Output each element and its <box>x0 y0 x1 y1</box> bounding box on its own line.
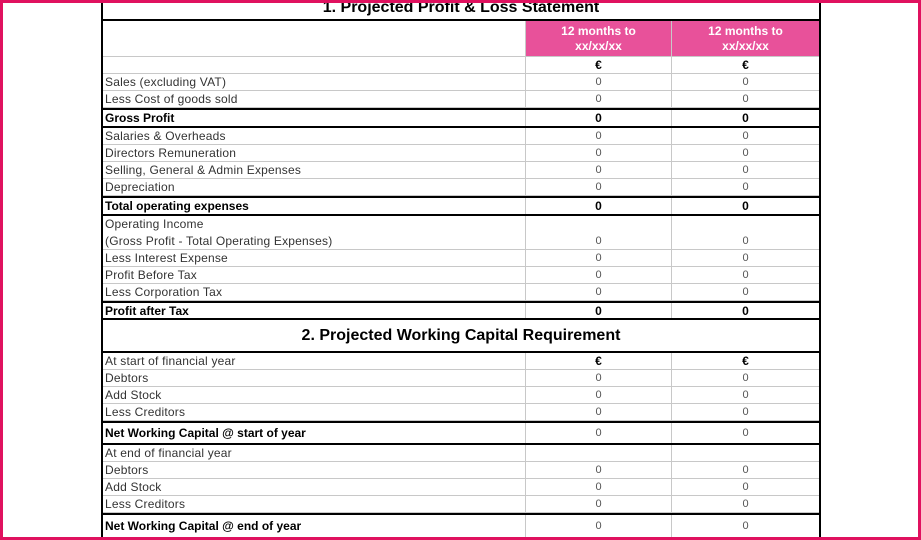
row-value-col1: 0 <box>526 145 672 161</box>
operating-income-line1: Operating Income <box>105 216 204 231</box>
currency-blank-cell <box>103 57 526 73</box>
row-value-col2: 0 <box>742 269 749 281</box>
row-value-col2: 0 <box>742 389 749 401</box>
row-label: Sales (excluding VAT) <box>103 74 526 90</box>
row-value-col2: 0 <box>742 164 749 176</box>
row-value-col2: 0 <box>742 76 749 88</box>
row-stock-start <box>103 387 819 404</box>
row-value-col2: 0 <box>742 520 749 532</box>
row-label: Salaries & Overheads <box>103 128 526 144</box>
row-value-col1: 0 <box>526 284 672 300</box>
currency-col2: € <box>742 354 749 368</box>
row-label: Profit after Tax <box>103 303 526 318</box>
period-header-col1-line1: 12 months to <box>561 23 636 38</box>
row-pbt <box>103 267 819 284</box>
row-creditors-end <box>103 496 819 513</box>
row-label: Directors Remuneration <box>103 145 526 161</box>
row-operating-income <box>103 216 819 250</box>
row-label: Net Working Capital @ start of year <box>103 423 526 443</box>
pl-title-row <box>103 0 819 21</box>
row-corp-tax <box>103 284 819 301</box>
row-salaries <box>103 128 819 145</box>
row-value-col1: 0 <box>526 74 672 90</box>
row-label: Selling, General & Admin Expenses <box>103 162 526 178</box>
row-label <box>103 216 526 249</box>
row-value-col1: 0 <box>526 404 672 420</box>
row-label: At end of financial year <box>103 445 526 461</box>
row-label: Profit Before Tax <box>103 267 526 283</box>
row-label: Less Corporation Tax <box>103 284 526 300</box>
row-profit-after-tax <box>103 301 819 320</box>
row-label: Less Cost of goods sold <box>103 91 526 107</box>
currency-col1: € <box>526 353 672 369</box>
currency-row <box>103 57 819 74</box>
row-directors <box>103 145 819 162</box>
row-value-col1: 0 <box>526 179 672 195</box>
row-value-col2: 0 <box>742 147 749 159</box>
pl-period-header-row <box>103 21 819 57</box>
row-interest <box>103 250 819 267</box>
row-value-col1: 0 <box>526 303 672 318</box>
row-nwc-start <box>103 421 819 445</box>
row-stock-end <box>103 479 819 496</box>
row-label: Less Creditors <box>103 496 526 512</box>
row-value-col1: 0 <box>526 387 672 403</box>
row-value-col1: 0 <box>526 267 672 283</box>
currency-col1: € <box>526 57 672 73</box>
row-value-col2: 0 <box>742 286 749 298</box>
row-debtors-start <box>103 370 819 387</box>
wc-title-row <box>103 320 819 353</box>
row-label: Gross Profit <box>103 110 526 126</box>
row-value-col2: 0 <box>742 427 749 439</box>
row-value-col2: 0 <box>742 406 749 418</box>
row-value-col1: 0 <box>526 128 672 144</box>
row-value-col1: 0 <box>526 423 672 443</box>
row-label: Depreciation <box>103 179 526 195</box>
period-header-col2 <box>672 21 819 56</box>
row-sales <box>103 74 819 91</box>
row-label: Total operating expenses <box>103 198 526 214</box>
row-value-col1: 0 <box>526 110 672 126</box>
row-label: Less Interest Expense <box>103 250 526 266</box>
row-label: Debtors <box>103 462 526 478</box>
row-value-col2: 0 <box>742 130 749 142</box>
wc-section-title: 2. Projected Working Capital Requirement <box>301 326 621 344</box>
pl-section-title: 1. Projected Profit & Loss Statement <box>322 0 600 16</box>
row-value-col1: 0 <box>526 198 672 214</box>
row-depreciation <box>103 179 819 196</box>
row-label: Add Stock <box>103 479 526 495</box>
row-label: Net Working Capital @ end of year <box>103 515 526 537</box>
row-value-col2: 0 <box>742 199 749 213</box>
blank-cell-col2 <box>672 445 819 461</box>
row-cogs <box>103 91 819 108</box>
row-value-col1: 0 <box>526 91 672 107</box>
row-value-col2: 0 <box>742 498 749 510</box>
row-value-col2: 0 <box>742 93 749 105</box>
row-label: Debtors <box>103 370 526 386</box>
row-value-col2: 0 <box>742 464 749 476</box>
period-header-col2-line1: 12 months to <box>708 23 783 38</box>
row-total-opex <box>103 196 819 216</box>
currency-col2: € <box>742 58 749 72</box>
row-value-col1: 0 <box>526 462 672 478</box>
row-debtors-end <box>103 462 819 479</box>
row-value-col2: 0 <box>742 252 749 264</box>
row-nwc-end <box>103 513 819 537</box>
row-value-col2: 0 <box>742 111 749 125</box>
row-value-col1: 0 <box>526 515 672 537</box>
row-value-col1: 0 <box>526 370 672 386</box>
period-header-col1-line2: xx/xx/xx <box>575 38 622 53</box>
row-label: At start of financial year <box>103 353 526 369</box>
row-value-col2: 0 <box>742 481 749 493</box>
row-value-col1: 0 <box>526 496 672 512</box>
row-creditors-start <box>103 404 819 421</box>
row-value-col1: 0 <box>526 162 672 178</box>
row-value-col1: 0 <box>526 250 672 266</box>
period-header-col2-line2: xx/xx/xx <box>722 38 769 53</box>
row-wc-end <box>103 445 819 462</box>
row-value-col2: 0 <box>742 235 749 247</box>
operating-income-line2: (Gross Profit - Total Operating Expenses) <box>105 233 333 248</box>
row-label: Add Stock <box>103 387 526 403</box>
row-value-col2: 0 <box>742 372 749 384</box>
row-value-col1: 0 <box>526 216 672 249</box>
row-gross-profit <box>103 108 819 128</box>
row-sga <box>103 162 819 179</box>
row-wc-start <box>103 353 819 370</box>
financial-projection-sheet <box>101 0 821 537</box>
row-value-col2: 0 <box>742 181 749 193</box>
header-blank-cell <box>103 21 526 56</box>
period-header-col1 <box>526 21 672 56</box>
row-label: Less Creditors <box>103 404 526 420</box>
row-value-col1: 0 <box>526 479 672 495</box>
blank-cell-col1 <box>526 445 672 461</box>
row-value-col2: 0 <box>742 303 749 318</box>
